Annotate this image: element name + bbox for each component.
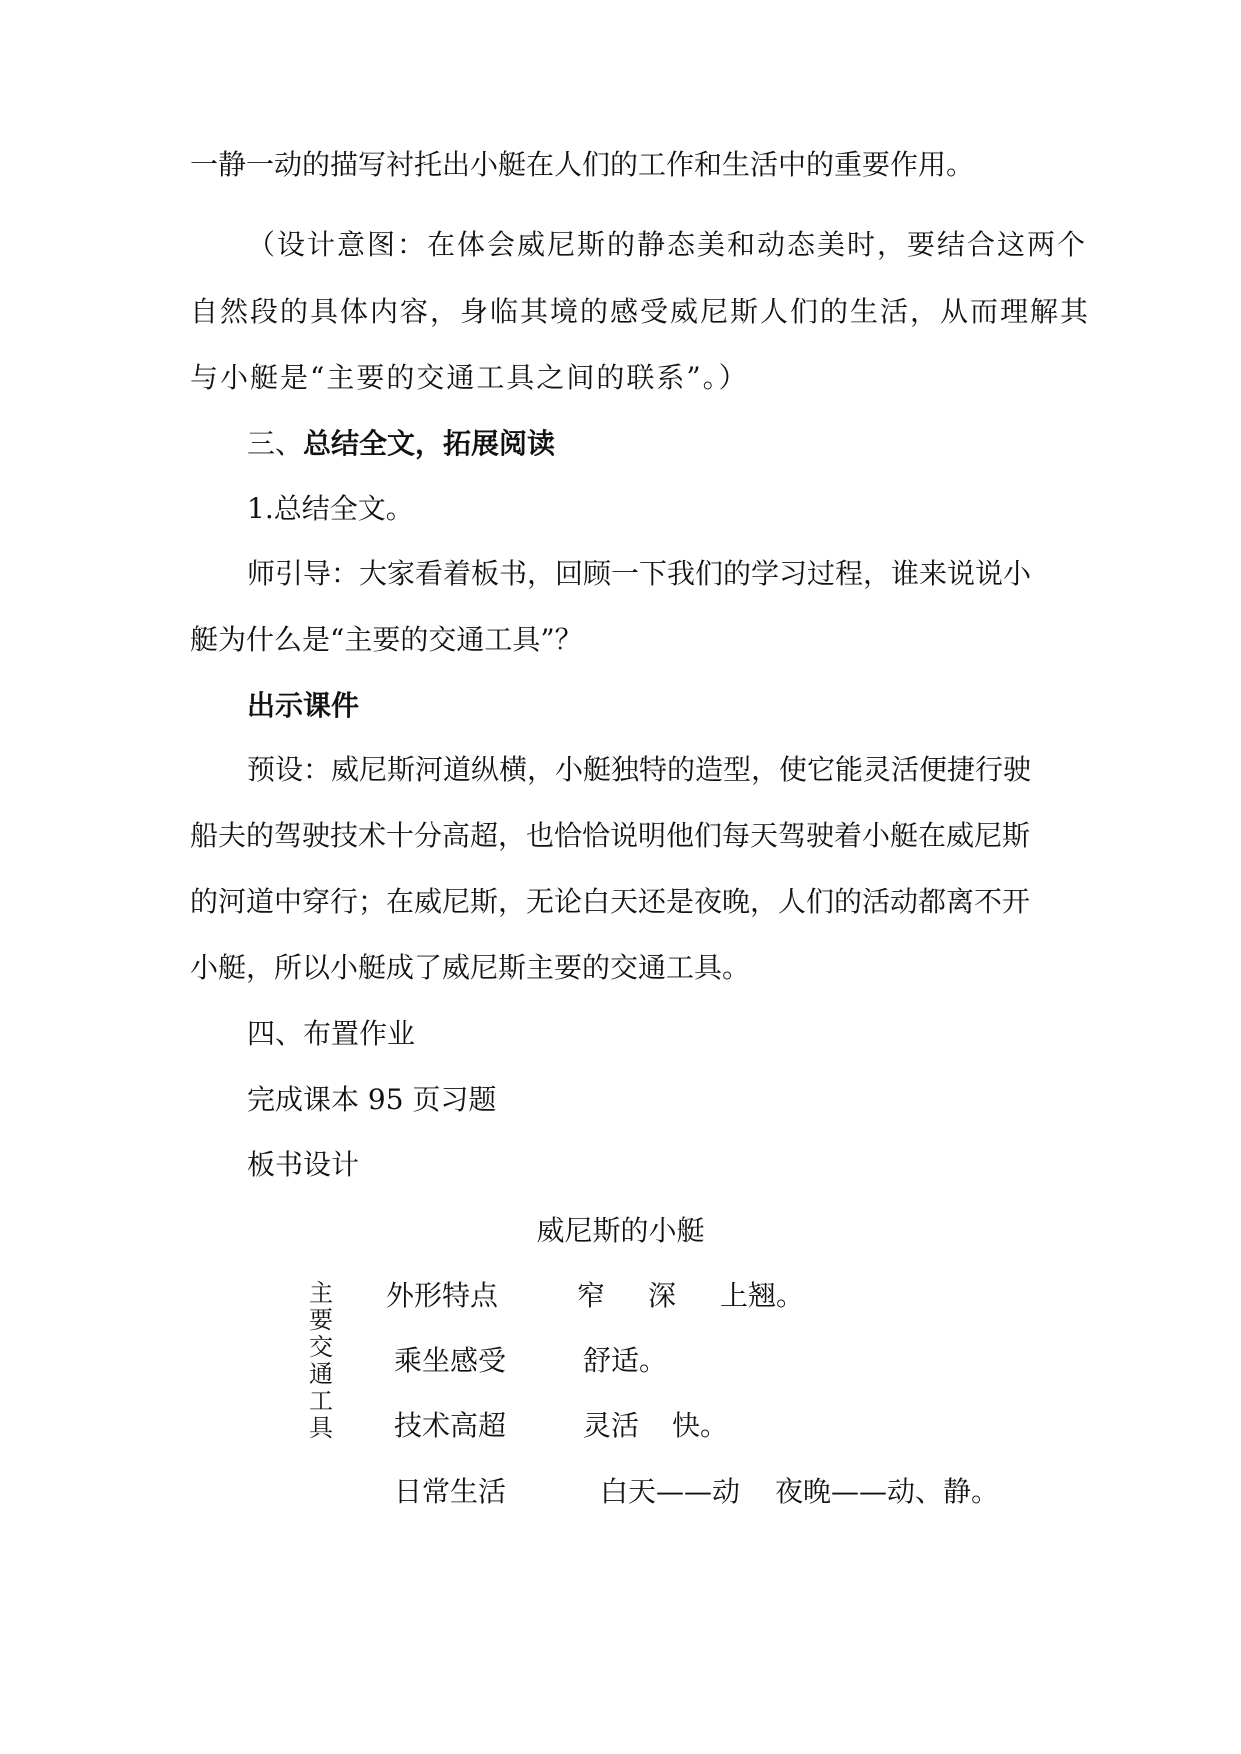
board-row-item: 深	[648, 1279, 677, 1312]
design-intent-line: （设计意图：在体会威尼斯的静态美和动态美时，要结合这两个	[247, 228, 1088, 261]
section-heading	[247, 424, 555, 464]
paragraph-line: 师引导：大家看着板书，回顾一下我们的学习过程，谁来说说小	[247, 557, 1032, 590]
side-char: 要	[309, 1306, 333, 1334]
side-char: 通	[309, 1360, 333, 1388]
board-row-item: 灵活	[583, 1409, 640, 1442]
board-row-label: 乘坐感受	[394, 1344, 507, 1377]
paragraph-line: 一静一动的描写衬托出小艇在人们的工作和生活中的重要作用。	[190, 148, 975, 181]
board-row-label: 日常生活	[394, 1475, 507, 1508]
design-intent-line: 与小艇是“主要的交通工具之间的联系”。）	[190, 361, 749, 394]
homework-line: 完成课本 95 页习题	[247, 1083, 497, 1116]
paragraph-line: 艇为什么是“主要的交通工具”？	[190, 623, 583, 656]
section-heading-text: 总结全文，拓展阅读	[303, 427, 556, 460]
board-side-label	[306, 1280, 336, 1442]
subheading: 1.总结全文。	[247, 492, 414, 525]
board-row-item: 夜晚——动、静。	[775, 1475, 1000, 1508]
side-char: 交	[309, 1333, 333, 1361]
side-char: 工	[309, 1387, 333, 1415]
board-row-item: 窄	[577, 1279, 606, 1312]
section-heading: 四、布置作业	[247, 1017, 416, 1050]
board-row-item: 舒适。	[583, 1344, 668, 1377]
paragraph-line: 的河道中穿行；在威尼斯，无论白天还是夜晚，人们的活动都离不开	[190, 885, 1031, 918]
side-char: 具	[309, 1414, 333, 1442]
board-design-label: 板书设计	[247, 1148, 360, 1181]
paragraph-line: 预设：威尼斯河道纵横，小艇独特的造型，使它能灵活便捷行驶	[247, 753, 1032, 786]
side-char: 主	[309, 1279, 333, 1307]
board-row-item: 快。	[672, 1409, 729, 1442]
section-heading-prefix: 三、	[247, 427, 304, 460]
board-row-label: 外形特点	[386, 1279, 499, 1312]
paragraph-line: 船夫的驾驶技术十分高超，也恰恰说明他们每天驾驶着小艇在威尼斯	[190, 819, 1031, 852]
board-row-item: 白天——动	[600, 1475, 741, 1508]
board-row-item: 上翘。	[720, 1279, 805, 1312]
board-title: 威尼斯的小艇	[536, 1214, 705, 1247]
courseware-label: 出示课件	[247, 689, 360, 722]
board-row-label: 技术高超	[394, 1409, 507, 1442]
design-intent-line: 自然段的具体内容，身临其境的感受威尼斯人们的生活，从而理解其	[190, 295, 1091, 328]
paragraph-line: 小艇，所以小艇成了威尼斯主要的交通工具。	[190, 951, 751, 984]
